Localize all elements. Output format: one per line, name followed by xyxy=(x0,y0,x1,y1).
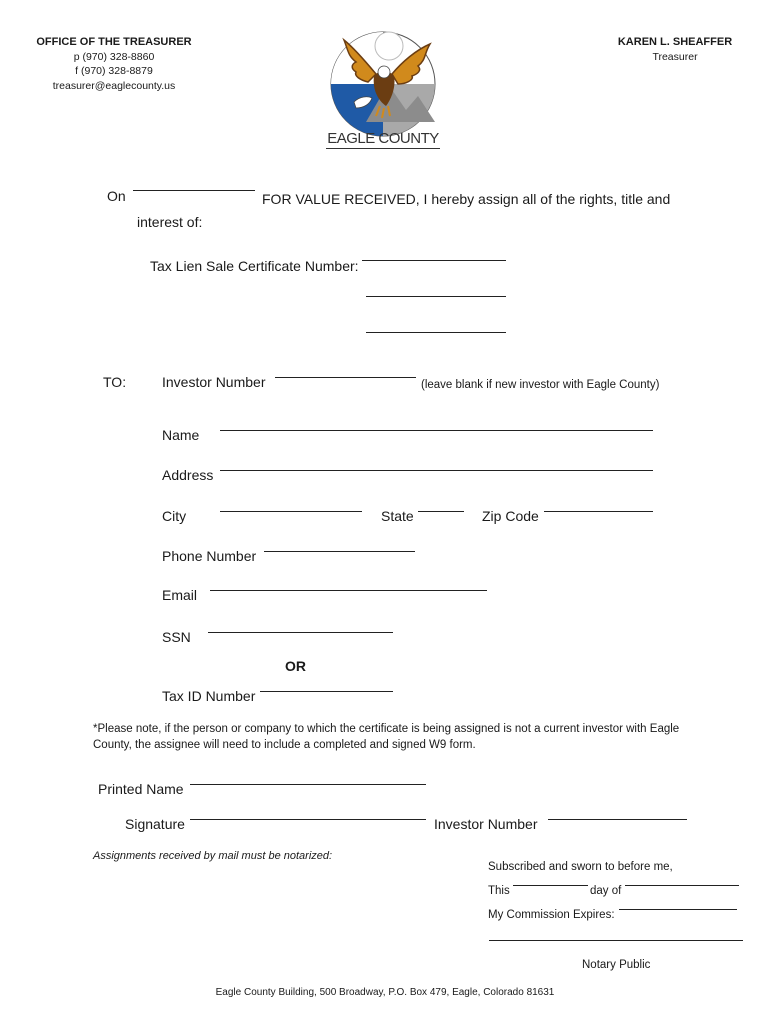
interest-of-text: interest of: xyxy=(137,214,203,230)
signer-investor-number-field[interactable] xyxy=(548,819,687,820)
phone-number-label: Phone Number xyxy=(162,548,257,564)
day-of-label: day of xyxy=(590,885,622,897)
treasurer-name: KAREN L. SHEAFFER xyxy=(617,36,733,48)
notary-month-field[interactable] xyxy=(625,885,739,886)
ssn-field[interactable] xyxy=(208,632,393,633)
notarized-notice: Assignments received by mail must be notarized: xyxy=(93,850,333,862)
on-label: On xyxy=(107,188,126,204)
address-field[interactable] xyxy=(220,470,653,471)
investor-number-hint: (leave blank if new investor with Eagle County) xyxy=(421,379,660,391)
notary-day-field[interactable] xyxy=(513,885,588,886)
certificate-number-label: Tax Lien Sale Certificate Number: xyxy=(150,258,359,274)
printed-name-field[interactable] xyxy=(190,784,426,785)
commission-expires-field[interactable] xyxy=(619,909,737,910)
footer-address: Eagle County Building, 500 Broadway, P.O. Box 479, Eagle, Colorado 81631 xyxy=(215,987,555,998)
zip-code-field[interactable] xyxy=(544,511,653,512)
tax-id-field[interactable] xyxy=(260,691,393,692)
email-label: Email xyxy=(162,587,198,603)
eagle-county-logo xyxy=(326,22,440,152)
city-label: City xyxy=(162,508,187,524)
state-label: State xyxy=(381,508,414,524)
notary-public-label: Notary Public xyxy=(582,959,651,971)
office-contact-block xyxy=(0,35,228,93)
w9-note xyxy=(93,721,703,753)
certificate-number-field-2[interactable] xyxy=(366,296,506,297)
certificate-number-field-1[interactable] xyxy=(362,260,506,261)
treasurer-title: Treasurer xyxy=(652,50,698,63)
address-label: Address xyxy=(162,467,214,483)
treasurer-block xyxy=(590,35,760,64)
investor-number-field[interactable] xyxy=(275,377,416,378)
w9-note-line-2: County, the assignee will need to include a completed and signed W9 form. xyxy=(93,739,476,751)
notary-signature-field[interactable] xyxy=(489,940,743,941)
signature-label: Signature xyxy=(125,816,185,832)
date-field[interactable] xyxy=(133,190,255,191)
phone-number-field[interactable] xyxy=(264,551,415,552)
logo-caption: EAGLE COUNTY xyxy=(327,130,439,147)
or-label: OR xyxy=(285,658,306,674)
ssn-label: SSN xyxy=(162,629,191,645)
sworn-text: Subscribed and sworn to before me, xyxy=(488,861,673,873)
to-label: TO: xyxy=(103,374,127,390)
state-field[interactable] xyxy=(418,511,464,512)
office-email-link[interactable]: treasurer@eaglecounty.us xyxy=(52,79,176,92)
name-label: Name xyxy=(162,427,200,443)
email-field[interactable] xyxy=(210,590,487,591)
city-field[interactable] xyxy=(220,511,362,512)
investor-number-label: Investor Number xyxy=(162,374,266,390)
zip-code-label: Zip Code xyxy=(482,508,539,524)
printed-name-label: Printed Name xyxy=(98,781,184,797)
value-received-text: FOR VALUE RECEIVED, I hereby assign all of the rights, title and xyxy=(262,191,671,207)
signature-field[interactable] xyxy=(190,819,426,820)
tax-id-label: Tax ID Number xyxy=(162,688,256,704)
name-field[interactable] xyxy=(220,430,653,431)
this-label: This xyxy=(488,885,510,897)
certificate-number-field-3[interactable] xyxy=(366,332,506,333)
office-fax: f (970) 328-8879 xyxy=(75,65,153,77)
signer-investor-number-label: Investor Number xyxy=(434,816,538,832)
commission-expires-label: My Commission Expires: xyxy=(488,909,615,921)
w9-note-line-1: *Please note, if the person or company to which the certificate is being assigned is not a current investor with Eagle xyxy=(93,723,680,735)
office-title: OFFICE OF THE TREASURER xyxy=(36,36,192,48)
office-phone: p (970) 328-8860 xyxy=(73,50,155,63)
